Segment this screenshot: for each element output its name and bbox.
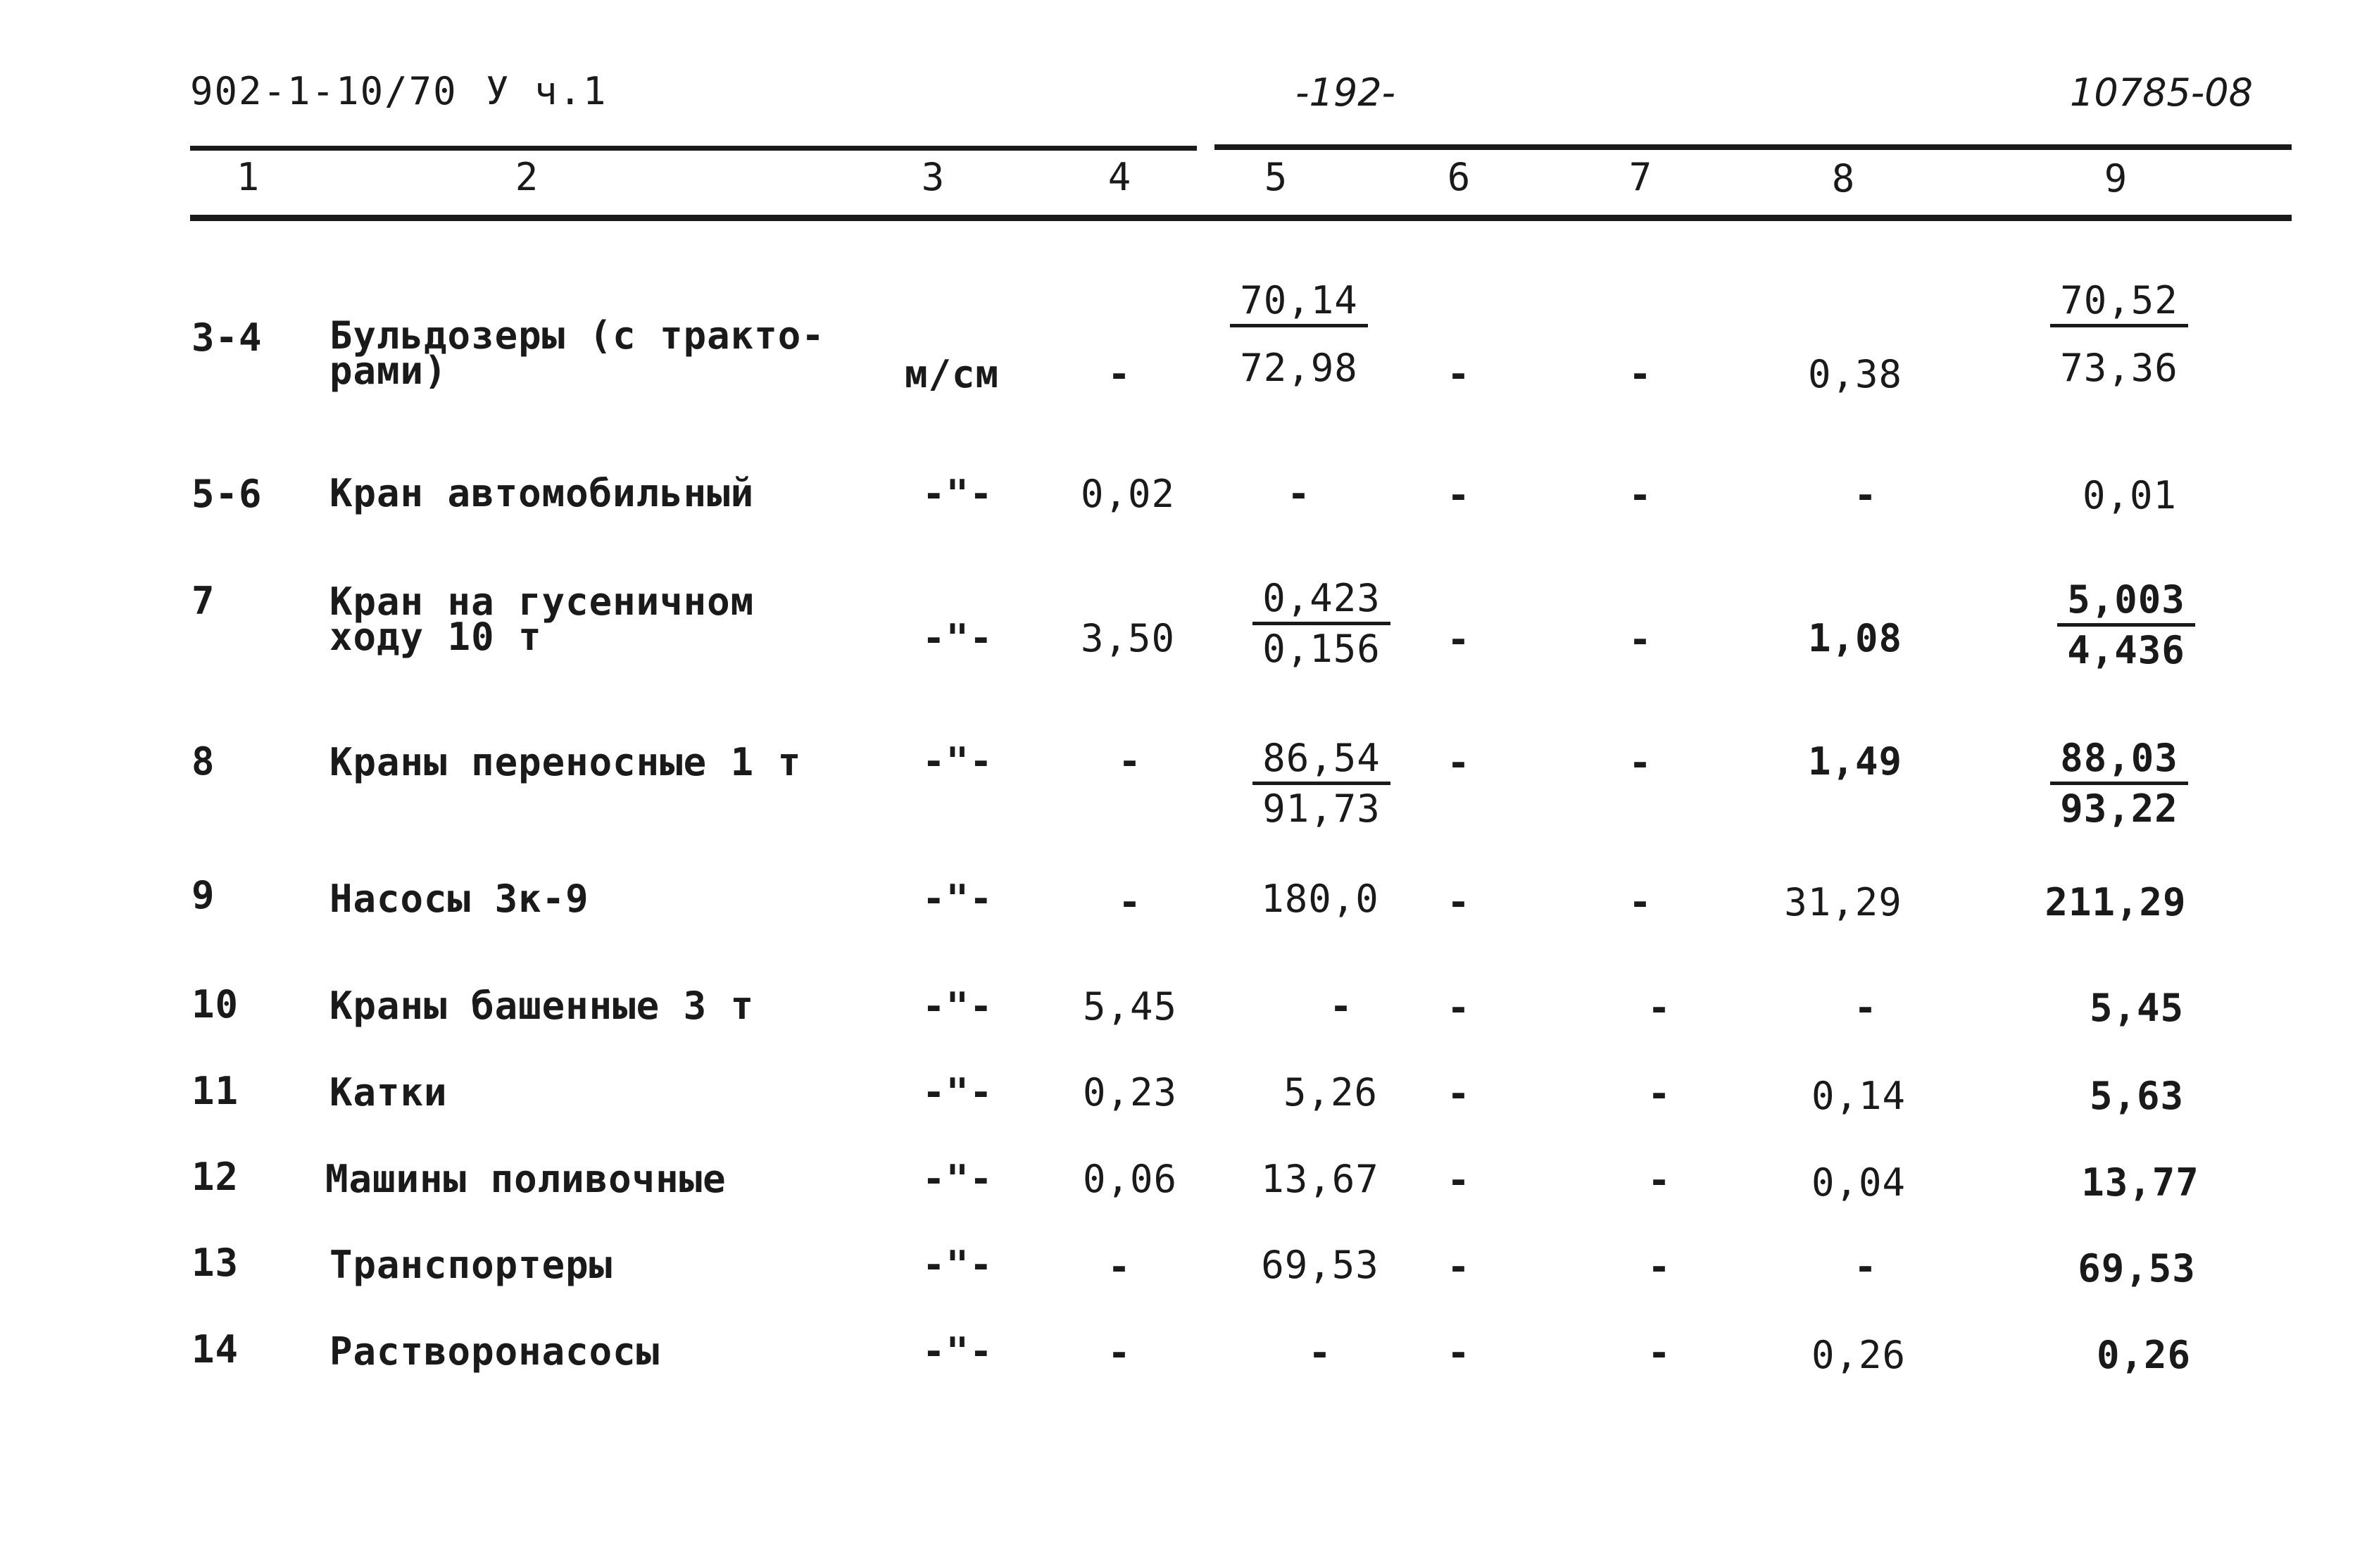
column-number-7: 7 xyxy=(1628,155,1652,199)
row-col9-numerator: 70,52 xyxy=(2050,278,2188,327)
row-unit: м/см xyxy=(905,352,1000,396)
column-number-5: 5 xyxy=(1264,155,1288,199)
row-unit: -"- xyxy=(922,1243,993,1287)
row-col9: 0,01 xyxy=(2082,473,2178,518)
row-col9-denominator: 4,436 xyxy=(2067,628,2185,672)
row-col4: - xyxy=(1107,1331,1131,1375)
row-col7: - xyxy=(1628,880,1652,924)
row-col5: 5,26 xyxy=(1283,1070,1378,1115)
row-name-line1: Машины поливочные xyxy=(325,1157,727,1201)
row-name-line1: Растворонасосы xyxy=(329,1329,660,1374)
row-name-line1: Катки xyxy=(329,1070,448,1115)
column-number-9: 9 xyxy=(2104,156,2128,201)
row-col4: 0,02 xyxy=(1080,472,1176,516)
row-col5-numerator: 70,14 xyxy=(1230,278,1368,327)
row-name xyxy=(325,1157,727,1201)
row-col5-denominator: 91,73 xyxy=(1262,786,1381,831)
row-col9-denominator: 73,36 xyxy=(2060,346,2178,390)
header-top-rule-right xyxy=(1214,144,2292,150)
row-number: 3-4 xyxy=(191,315,263,360)
row-col8: - xyxy=(1854,473,1878,518)
row-number: 10 xyxy=(191,982,239,1027)
row-col4: 5,45 xyxy=(1082,984,1178,1029)
row-col8: 1,49 xyxy=(1807,739,1903,784)
row-unit: -"- xyxy=(922,616,993,660)
row-name-line1: Кран автомобильный xyxy=(329,471,755,515)
column-number-6: 6 xyxy=(1447,155,1471,199)
row-col8: 1,08 xyxy=(1807,616,1903,660)
row-col6: - xyxy=(1447,1245,1471,1289)
row-col9-numerator: 88,03 xyxy=(2050,736,2188,785)
row-col6: - xyxy=(1447,1158,1471,1203)
row-col8: 0,26 xyxy=(1811,1333,1907,1377)
row-col7: - xyxy=(1647,986,1671,1030)
row-number: 12 xyxy=(191,1155,239,1199)
column-number-2: 2 xyxy=(515,155,539,199)
row-unit: -"- xyxy=(922,1070,993,1115)
row-col6: - xyxy=(1447,986,1471,1030)
row-col5: - xyxy=(1308,1331,1332,1375)
row-col7: - xyxy=(1647,1331,1671,1375)
row-name xyxy=(329,1070,448,1115)
row-col6: - xyxy=(1447,880,1471,924)
row-col5-denominator: 72,98 xyxy=(1240,346,1358,390)
row-col8: 0,38 xyxy=(1807,352,1903,396)
row-col8: - xyxy=(1854,986,1878,1030)
row-col9: 0,26 xyxy=(2096,1333,2192,1377)
row-col9-numerator: 5,003 xyxy=(2057,577,2195,627)
row-number: 7 xyxy=(191,579,215,623)
row-name-line1: Краны переносные 1 т xyxy=(329,740,802,784)
row-col4: - xyxy=(1107,352,1131,396)
row-name xyxy=(329,740,802,784)
row-unit: -"- xyxy=(922,1329,993,1374)
column-number-8: 8 xyxy=(1831,156,1855,201)
row-name-line2: ходу 10 т xyxy=(329,615,542,659)
row-col5-denominator: 0,156 xyxy=(1262,627,1381,671)
row-col4: - xyxy=(1107,1245,1131,1289)
row-number: 8 xyxy=(191,739,215,784)
row-col5: 180,0 xyxy=(1261,877,1379,921)
row-col5: 69,53 xyxy=(1261,1243,1379,1287)
row-col4: - xyxy=(1118,880,1142,924)
row-col9: 5,63 xyxy=(2089,1074,2185,1118)
row-name-line1: Насосы 3к-9 xyxy=(329,877,589,921)
row-name-line1: Бульдозеры (с тракто- xyxy=(329,313,825,358)
row-number: 11 xyxy=(191,1069,239,1113)
doc-code: 902-1-10/70 xyxy=(190,69,458,113)
row-number: 14 xyxy=(191,1327,239,1372)
row-col9: 211,29 xyxy=(2045,880,2187,924)
column-number-3: 3 xyxy=(921,155,945,199)
row-col6: - xyxy=(1447,1331,1471,1375)
header-bottom-rule xyxy=(190,215,2292,221)
row-col7: - xyxy=(1628,617,1652,662)
row-name-line1: Транспортеры xyxy=(329,1243,613,1287)
row-name xyxy=(329,877,589,921)
row-col5: - xyxy=(1287,472,1311,516)
row-name xyxy=(329,1243,613,1287)
row-col9-fraction xyxy=(2014,736,2225,831)
doc-part: У ч.1 xyxy=(486,69,608,113)
row-col5: - xyxy=(1329,984,1353,1029)
row-col7: - xyxy=(1628,352,1652,396)
row-col6: - xyxy=(1447,741,1471,785)
row-col4: 0,23 xyxy=(1082,1070,1178,1115)
row-number: 5-6 xyxy=(191,472,263,516)
row-name xyxy=(329,1329,660,1374)
row-col9: 69,53 xyxy=(2078,1246,2196,1291)
row-number: 13 xyxy=(191,1241,239,1285)
row-unit: -"- xyxy=(922,1157,993,1201)
row-col8: 0,04 xyxy=(1811,1160,1907,1205)
archive-number: 10785-08 xyxy=(2070,70,2253,115)
row-col5: 13,67 xyxy=(1261,1157,1379,1201)
row-col4: - xyxy=(1118,739,1142,784)
row-col9-denominator: 93,22 xyxy=(2060,786,2178,831)
header-top-rule-left xyxy=(190,146,1197,151)
row-name xyxy=(329,984,755,1028)
row-col6: - xyxy=(1447,617,1471,662)
row-col5-numerator: 0,423 xyxy=(1252,576,1390,625)
row-name-line1: Краны башенные 3 т xyxy=(329,984,755,1028)
row-name xyxy=(329,313,825,393)
row-col6: - xyxy=(1447,352,1471,396)
row-unit: -"- xyxy=(922,739,993,784)
row-name-line2: рами) xyxy=(329,349,448,393)
row-col8: 31,29 xyxy=(1784,880,1902,924)
row-name xyxy=(329,579,755,659)
row-col5-numerator: 86,54 xyxy=(1252,736,1390,785)
row-col9: 5,45 xyxy=(2089,986,2185,1030)
row-col8: - xyxy=(1854,1245,1878,1289)
row-name xyxy=(329,471,755,515)
row-col9: 13,77 xyxy=(2081,1160,2199,1205)
row-col7: - xyxy=(1647,1245,1671,1289)
row-col6: - xyxy=(1447,473,1471,518)
row-col4: 0,06 xyxy=(1082,1157,1178,1201)
row-name-line1: Кран на гусеничном xyxy=(329,579,755,624)
row-col9-fraction xyxy=(2021,577,2232,672)
column-number-1: 1 xyxy=(236,155,260,199)
row-col7: - xyxy=(1628,473,1652,518)
row-unit: -"- xyxy=(922,984,993,1029)
row-col7: - xyxy=(1647,1072,1671,1116)
row-col4: 3,50 xyxy=(1080,616,1176,660)
row-col9-fraction xyxy=(2014,278,2225,390)
row-col8: 0,14 xyxy=(1811,1074,1907,1118)
row-number: 9 xyxy=(191,873,215,917)
row-col6: - xyxy=(1447,1072,1471,1116)
row-col7: - xyxy=(1647,1158,1671,1203)
row-unit: -"- xyxy=(922,877,993,921)
row-unit: -"- xyxy=(922,472,993,516)
column-number-4: 4 xyxy=(1107,155,1131,199)
row-col7: - xyxy=(1628,741,1652,785)
page-number: -192- xyxy=(1295,70,1396,115)
